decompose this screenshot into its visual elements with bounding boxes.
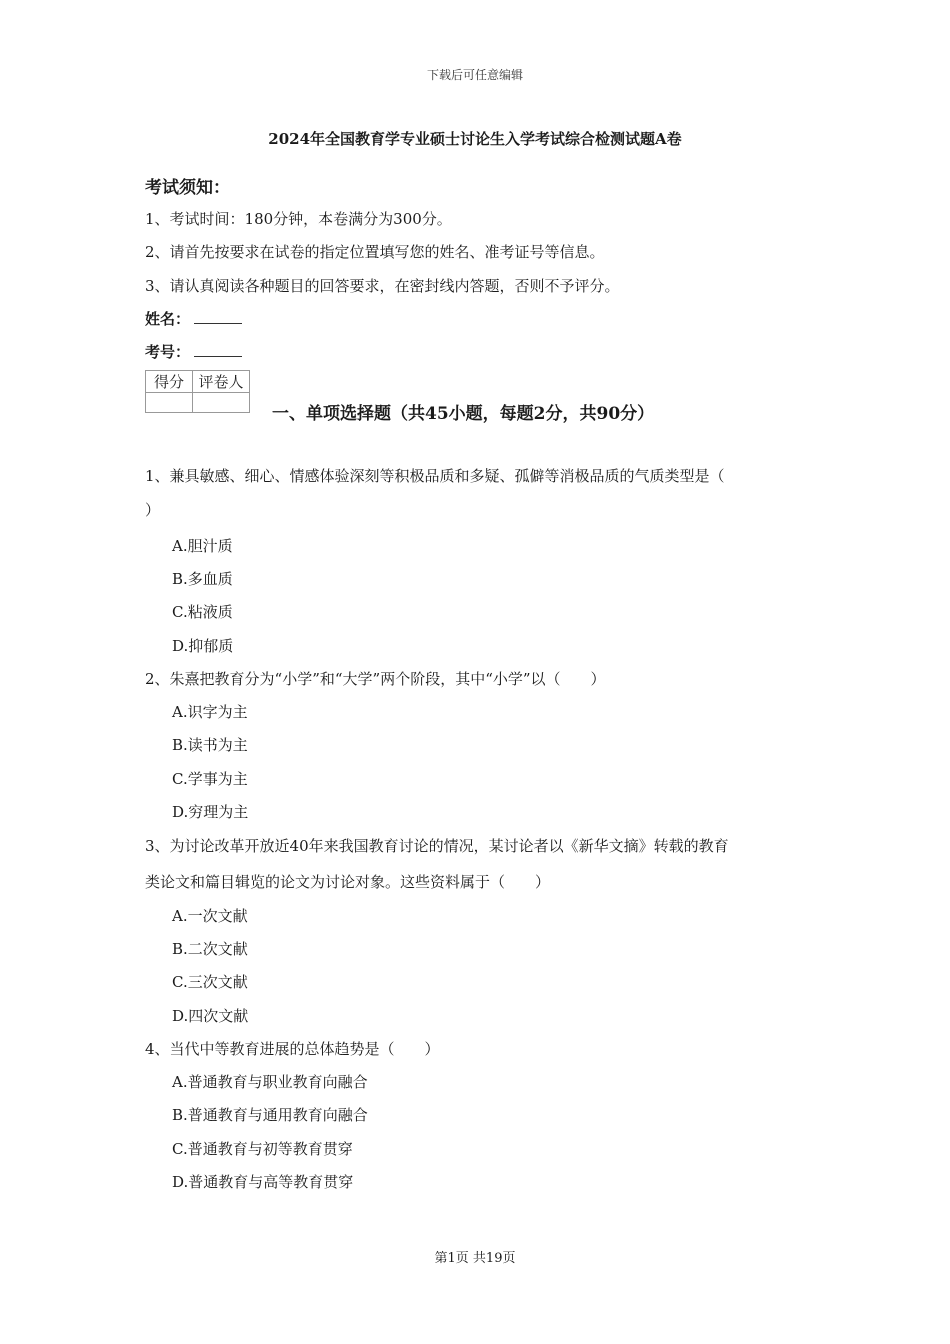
question-4-line-1: 4、当代中等教育进展的总体趋势是（ ） — [145, 1040, 440, 1058]
question-3-option-d: D.四次文献 — [172, 1007, 249, 1025]
question-4-option-c: C.普通教育与初等教育贯穿 — [172, 1140, 353, 1158]
question-3-option-c: C.三次文献 — [172, 973, 248, 991]
notice-item-2: 2、请首先按要求在试卷的指定位置填写您的姓名、准考证号等信息。 — [145, 243, 605, 261]
question-4-option-d: D.普通教育与高等教育贯穿 — [172, 1173, 354, 1191]
question-3-line-1: 3、为讨论改革开放近40年来我国教育讨论的情况，某讨论者以《新华文摘》转载的教育 — [145, 837, 729, 855]
id-label: 考号： — [145, 343, 191, 361]
question-1-option-d: D.抑郁质 — [172, 637, 234, 655]
question-2-option-b: B.读书为主 — [172, 736, 248, 754]
question-2-line-1: 2、朱熹把教育分为“小学”和“大学”两个阶段，其中“小学”以（ ） — [145, 670, 606, 688]
id-blank[interactable] — [194, 342, 242, 357]
grader-cell[interactable] — [193, 393, 250, 413]
name-label: 姓名： — [145, 310, 191, 328]
grader-header: 评卷人 — [193, 371, 250, 393]
question-4-option-b: B.普通教育与通用教育向融合 — [172, 1106, 368, 1124]
question-2-option-c: C.学事为主 — [172, 770, 248, 788]
notice-item-1: 1、考试时间：180分钟，本卷满分为300分。 — [145, 210, 452, 228]
question-1-option-b: B.多血质 — [172, 570, 233, 588]
section-title: 一、单项选择题（共45小题，每题2分，共90分） — [272, 404, 655, 424]
name-blank[interactable] — [194, 309, 242, 324]
question-1-line-2: ） — [145, 501, 161, 519]
page-footer: 第1页 共19页 — [434, 1251, 516, 1266]
score-cell[interactable] — [146, 393, 193, 413]
question-2-option-d: D.穷理为主 — [172, 803, 249, 821]
exam-title: 2024年全国教育学专业硕士讨论生入学考试综合检测试题A卷 — [268, 130, 682, 148]
notice-item-3: 3、请认真阅读各种题目的回答要求，在密封线内答题，否则不予评分。 — [145, 277, 620, 295]
question-1-option-c: C.粘液质 — [172, 603, 233, 621]
question-1-option-a: A.胆汁质 — [172, 537, 233, 555]
name-field — [145, 308, 242, 329]
score-table — [145, 370, 250, 413]
score-header: 得分 — [146, 371, 193, 393]
question-3-option-a: A.一次文献 — [172, 907, 248, 925]
notice-heading: 考试须知： — [145, 178, 230, 198]
question-4-option-a: A.普通教育与职业教育向融合 — [172, 1073, 368, 1091]
question-2-option-a: A.识字为主 — [172, 703, 248, 721]
question-1-line-1: 1、兼具敏感、细心、情感体验深刻等积极品质和多疑、孤僻等消极品质的气质类型是（ — [145, 467, 725, 485]
question-3-option-b: B.二次文献 — [172, 940, 248, 958]
page-header: 下载后可任意编辑 — [426, 68, 523, 82]
id-field — [145, 341, 242, 362]
question-3-line-2: 类论文和篇目辑览的论文为讨论对象。这些资料属于（ ） — [145, 873, 551, 891]
